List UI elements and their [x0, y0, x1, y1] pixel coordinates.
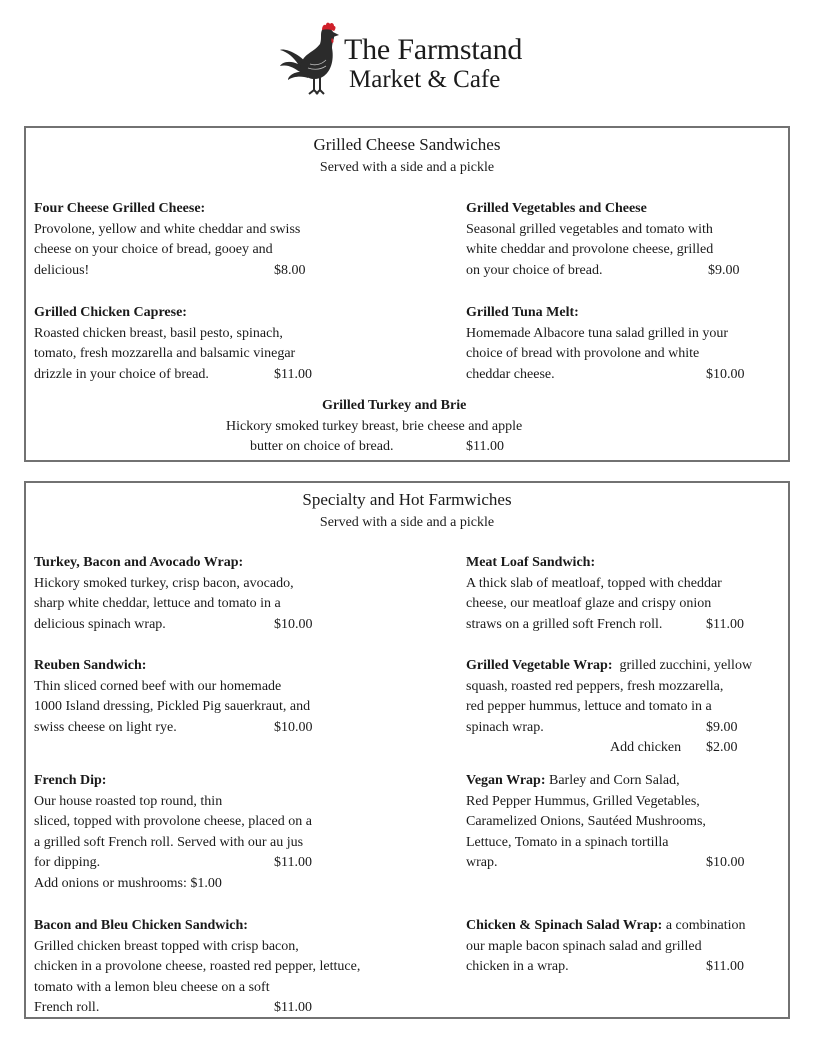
- item-price: $9.00: [708, 262, 740, 278]
- rooster-icon: [278, 22, 340, 98]
- menu-item: [34, 303, 312, 385]
- section-subtitle: Served with a side and a pickle: [319, 515, 495, 530]
- item-desc: cheddar cheese.: [466, 366, 555, 382]
- item-price: $11.00: [706, 616, 744, 632]
- item-desc: Roasted chicken breast, basil pesto, spinach,: [34, 325, 283, 341]
- section-title: Grilled Cheese Sandwiches: [313, 135, 501, 154]
- item-price: $11.00: [274, 366, 312, 382]
- item-price: $10.00: [706, 855, 745, 871]
- menu-item: [466, 916, 746, 978]
- addon-price: $2.00: [706, 740, 738, 756]
- item-desc: French roll.: [34, 1000, 100, 1016]
- item-desc: straws on a grilled soft French roll.: [466, 616, 663, 632]
- item-desc: delicious!: [34, 262, 90, 278]
- item-name: Meat Loaf Sandwich:: [466, 555, 596, 570]
- logo: [278, 22, 538, 98]
- item-desc: Provolone, yellow and white cheddar and swiss: [34, 221, 301, 237]
- item-desc: tomato with a lemon bleu cheese on a soft: [34, 979, 270, 995]
- item-name: Turkey, Bacon and Avocado Wrap:: [34, 555, 244, 570]
- item-desc: wrap.: [466, 855, 498, 871]
- item-desc: Red Pepper Hummus, Grilled Vegetables,: [466, 793, 700, 809]
- item-desc: red pepper hummus, lettuce and tomato in a: [466, 699, 712, 715]
- menu-item: [34, 771, 312, 895]
- menu-item: [226, 396, 522, 458]
- item-price: $11.00: [274, 1000, 312, 1016]
- item-name: Four Cheese Grilled Cheese:: [34, 201, 206, 216]
- item-name: French Dip:: [34, 773, 107, 788]
- menu-item: [466, 553, 744, 635]
- item-desc: cheese, our meatloaf glaze and crispy onion: [466, 596, 712, 612]
- item-name: Grilled Chicken Caprese:: [34, 305, 187, 320]
- item-desc: Barley and Corn Salad,: [545, 773, 680, 788]
- item-desc: Seasonal grilled vegetables and tomato with: [466, 221, 713, 237]
- item-price: $8.00: [274, 262, 306, 278]
- section-grilled-cheese: [24, 126, 790, 462]
- item-desc: drizzle in your choice of bread.: [34, 366, 209, 382]
- section-subtitle: Served with a side and a pickle: [319, 160, 495, 175]
- item-price: $11.00: [274, 855, 312, 871]
- menu-item: [34, 553, 313, 635]
- item-desc: Our house roasted top round, thin: [34, 793, 223, 809]
- item-desc: a grilled soft French roll. Served with our au jus: [34, 834, 304, 850]
- item-name: Grilled Tuna Melt:: [466, 305, 579, 320]
- item-desc: tomato, fresh mozzarella and balsamic vinegar: [34, 346, 296, 362]
- item-price: $10.00: [706, 366, 745, 382]
- item-desc: A thick slab of meatloaf, topped with cheddar: [466, 575, 722, 591]
- item-price: $11.00: [466, 439, 504, 455]
- section-title: Specialty and Hot Farmwiches: [302, 490, 512, 509]
- addon-note: Add onions or mushrooms: $1.00: [34, 875, 222, 891]
- section-specialty-farmwiches: [24, 481, 790, 1019]
- menu-item: [466, 771, 745, 874]
- menu-item: [34, 656, 313, 738]
- item-name: Grilled Vegetables and Cheese: [466, 201, 647, 216]
- menu-item: [34, 916, 360, 1019]
- item-desc: choice of bread with provolone and white: [466, 346, 700, 362]
- item-desc: Thin sliced corned beef with our homemade: [34, 678, 282, 694]
- item-desc: sliced, topped with provolone cheese, placed on a: [34, 814, 312, 830]
- logo-title: The Farmstand: [344, 33, 523, 66]
- menu-item: [466, 656, 752, 759]
- item-name: Grilled Vegetable Wrap:: [466, 658, 613, 673]
- logo-subtitle: Market & Cafe: [349, 66, 501, 93]
- item-desc: Grilled chicken breast topped with crisp bacon,: [34, 938, 299, 954]
- item-desc: grilled zucchini, yellow: [612, 658, 753, 673]
- item-name: Chicken & Spinach Salad Wrap:: [466, 918, 663, 933]
- item-name: Grilled Turkey and Brie: [322, 398, 467, 413]
- item-desc: Caramelized Onions, Sautéed Mushrooms,: [466, 814, 706, 830]
- item-desc: Hickory smoked turkey breast, brie cheese and apple: [226, 418, 523, 434]
- item-price: $10.00: [274, 616, 313, 632]
- item-desc: Hickory smoked turkey, crisp bacon, avocado,: [34, 575, 294, 591]
- item-price: $10.00: [274, 719, 313, 735]
- item-desc: swiss cheese on light rye.: [34, 719, 177, 735]
- item-desc: for dipping.: [34, 855, 101, 871]
- item-desc: butter on choice of bread.: [250, 439, 394, 455]
- menu-item: [466, 303, 745, 385]
- item-name: Reuben Sandwich:: [34, 658, 147, 673]
- item-desc: Homemade Albacore tuna salad grilled in your: [466, 325, 729, 341]
- item-desc: spinach wrap.: [466, 719, 544, 735]
- item-desc: chicken in a provolone cheese, roasted red pepper, lettuce,: [34, 959, 361, 975]
- item-desc: chicken in a wrap.: [466, 959, 569, 975]
- item-name: Vegan Wrap:: [466, 773, 546, 788]
- item-price: $9.00: [706, 719, 738, 735]
- item-desc: 1000 Island dressing, Pickled Pig sauerkraut, and: [34, 699, 311, 715]
- item-desc: Lettuce, Tomato in a spinach tortilla: [466, 834, 669, 850]
- item-name: Bacon and Bleu Chicken Sandwich:: [34, 918, 248, 933]
- menu-item: [466, 199, 740, 281]
- item-desc: delicious spinach wrap.: [34, 616, 166, 632]
- item-desc: sharp white cheddar, lettuce and tomato in a: [34, 596, 281, 612]
- menu-item: [34, 199, 306, 281]
- item-desc: on your choice of bread.: [466, 262, 603, 278]
- item-desc: cheese on your choice of bread, gooey and: [34, 242, 273, 258]
- item-desc: a combination: [662, 918, 746, 933]
- item-price: $11.00: [706, 959, 744, 975]
- item-desc: squash, roasted red peppers, fresh mozzarella,: [466, 678, 724, 694]
- addon-label: Add chicken: [610, 740, 682, 756]
- item-desc: our maple bacon spinach salad and grilled: [466, 938, 702, 954]
- item-desc: white cheddar and provolone cheese, grilled: [466, 242, 714, 258]
